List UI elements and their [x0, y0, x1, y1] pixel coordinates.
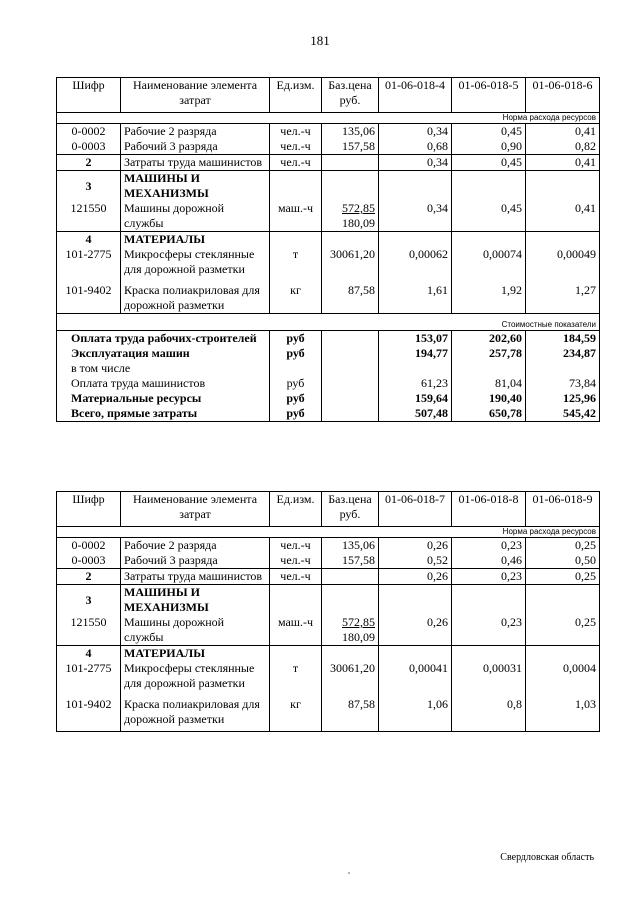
row-price: 30061,20 — [322, 247, 379, 277]
row-value: 1,06 — [379, 691, 452, 732]
price-denominator: 180,09 — [342, 630, 375, 644]
row-price — [322, 569, 379, 585]
cost-value: 202,60 — [452, 331, 526, 347]
row-value: 0,41 — [526, 201, 600, 232]
header-col-1: 01-06-018-4 — [379, 78, 452, 113]
resource-table-1 — [56, 77, 600, 422]
header-unit: Ед.изм. — [270, 492, 322, 527]
row-code: 0-0003 — [57, 139, 121, 155]
table-row — [57, 155, 600, 171]
cost-value: 194,77 — [379, 346, 452, 361]
row-value: 0,26 — [379, 615, 452, 646]
row-unit: кг — [270, 691, 322, 732]
cost-unit: руб — [270, 391, 322, 406]
cost-row — [57, 346, 600, 361]
row-value: 0,41 — [526, 155, 600, 171]
row-price: 87,58 — [322, 277, 379, 314]
price-numerator: 572,85 — [342, 201, 375, 215]
row-value: 0,8 — [452, 691, 526, 732]
table-row — [57, 569, 600, 585]
row-name: Рабочие 2 разряда — [121, 538, 270, 554]
table-header-row — [57, 492, 600, 527]
row-value: 0,00041 — [379, 661, 452, 691]
group-title: МАТЕРИАЛЫ — [121, 232, 270, 248]
row-code: 121550 — [57, 201, 121, 232]
cost-row — [57, 376, 600, 391]
cost-value: 234,87 — [526, 346, 600, 361]
row-value: 0,00074 — [452, 247, 526, 277]
row-unit: маш.-ч — [270, 201, 322, 232]
cost-name: Оплата труда рабочих-строителей — [57, 331, 270, 347]
row-value: 1,27 — [526, 277, 600, 314]
row-value: 0,45 — [452, 124, 526, 140]
row-value: 0,45 — [452, 155, 526, 171]
row-code: 2 — [57, 569, 121, 585]
cost-value: 650,78 — [452, 406, 526, 422]
page-number: 181 — [310, 33, 330, 48]
cost-value: 153,07 — [379, 331, 452, 347]
cost-unit: руб — [270, 376, 322, 391]
row-code: 121550 — [57, 615, 121, 646]
cost-row — [57, 331, 600, 347]
row-name: Машины дорожной службы — [121, 201, 270, 232]
table-row — [57, 124, 600, 140]
row-name: Затраты труда машинистов — [121, 155, 270, 171]
section-cost-label: Стоимостные показатели — [57, 314, 600, 331]
cost-unit: руб — [270, 346, 322, 361]
table-row — [57, 247, 600, 277]
group-row — [57, 585, 600, 616]
row-code: 0-0002 — [57, 538, 121, 554]
cost-value: 73,84 — [526, 376, 600, 391]
row-name: Затраты труда машинистов — [121, 569, 270, 585]
table-row — [57, 553, 600, 569]
header-code: Шифр — [57, 492, 121, 527]
cost-value: 545,42 — [526, 406, 600, 422]
group-number: 4 — [57, 646, 121, 662]
row-value: 0,50 — [526, 553, 600, 569]
group-number: 3 — [57, 585, 121, 616]
row-value: 0,23 — [452, 538, 526, 554]
header-col-1: 01-06-018-7 — [379, 492, 452, 527]
header-base-price: Баз.цена руб. — [322, 78, 379, 113]
scan-dot — [348, 872, 350, 874]
cost-value: 184,59 — [526, 331, 600, 347]
header-unit: Ед.изм. — [270, 78, 322, 113]
header-name: Наименование элемента затрат — [121, 78, 270, 113]
cost-value: 190,40 — [452, 391, 526, 406]
row-unit: чел.-ч — [270, 155, 322, 171]
region-footer: Свердловская область — [500, 852, 594, 863]
header-code: Шифр — [57, 78, 121, 113]
row-unit: чел.-ч — [270, 553, 322, 569]
row-unit: чел.-ч — [270, 538, 322, 554]
row-price: 157,58 — [322, 139, 379, 155]
row-value: 1,03 — [526, 691, 600, 732]
cost-row — [57, 391, 600, 406]
cost-name: Всего, прямые затраты — [57, 406, 270, 422]
cost-value: 507,48 — [379, 406, 452, 422]
group-title: МАТЕРИАЛЫ — [121, 646, 270, 662]
table-row — [57, 277, 600, 314]
cost-value: 159,64 — [379, 391, 452, 406]
group-row — [57, 171, 600, 202]
row-name: Микросферы стеклянные для дорожной разметки — [121, 661, 270, 691]
cost-value: 61,23 — [379, 376, 452, 391]
group-number: 3 — [57, 171, 121, 202]
row-value: 0,46 — [452, 553, 526, 569]
row-code: 101-2775 — [57, 247, 121, 277]
row-value: 0,25 — [526, 615, 600, 646]
row-value: 0,82 — [526, 139, 600, 155]
row-price: 87,58 — [322, 691, 379, 732]
price-denominator: 180,09 — [342, 216, 375, 230]
row-unit: кг — [270, 277, 322, 314]
header-col-3: 01-06-018-9 — [526, 492, 600, 527]
table-row — [57, 201, 600, 232]
cost-name: Материальные ресурсы — [57, 391, 270, 406]
row-unit: чел.-ч — [270, 124, 322, 140]
group-row — [57, 232, 600, 248]
row-value: 0,25 — [526, 569, 600, 585]
resource-table-2 — [56, 491, 600, 732]
row-price — [322, 615, 379, 646]
price-numerator: 572,85 — [342, 615, 375, 629]
row-price: 157,58 — [322, 553, 379, 569]
row-price: 30061,20 — [322, 661, 379, 691]
row-unit: т — [270, 661, 322, 691]
cost-value: 125,96 — [526, 391, 600, 406]
row-code: 101-9402 — [57, 691, 121, 732]
row-value: 0,41 — [526, 124, 600, 140]
row-price: 135,06 — [322, 124, 379, 140]
group-title: МАШИНЫ И МЕХАНИЗМЫ — [121, 171, 270, 202]
row-value: 0,34 — [379, 201, 452, 232]
row-code: 101-2775 — [57, 661, 121, 691]
cost-name: Оплата труда машинистов — [57, 376, 270, 391]
group-title: МАШИНЫ И МЕХАНИЗМЫ — [121, 585, 270, 616]
header-col-2: 01-06-018-8 — [452, 492, 526, 527]
row-name: Рабочие 2 разряда — [121, 124, 270, 140]
cost-value: 81,04 — [452, 376, 526, 391]
section-norm-row — [57, 113, 600, 124]
row-value: 0,68 — [379, 139, 452, 155]
row-value: 0,00049 — [526, 247, 600, 277]
cost-value: 257,78 — [452, 346, 526, 361]
row-value: 0,34 — [379, 124, 452, 140]
cost-unit: руб — [270, 331, 322, 347]
row-name: Рабочий 3 разряда — [121, 139, 270, 155]
section-norm-label: Норма расхода ресурсов — [57, 113, 600, 124]
row-name: Машины дорожной службы — [121, 615, 270, 646]
row-value: 0,23 — [452, 615, 526, 646]
cost-unit: руб — [270, 406, 322, 422]
row-value: 0,90 — [452, 139, 526, 155]
row-value: 1,92 — [452, 277, 526, 314]
row-name: Краска полиакриловая для дорожной разметки — [121, 691, 270, 732]
row-value: 0,00062 — [379, 247, 452, 277]
row-code: 101-9402 — [57, 277, 121, 314]
cost-row — [57, 361, 600, 376]
row-value: 0,23 — [452, 569, 526, 585]
table-row — [57, 615, 600, 646]
row-unit: чел.-ч — [270, 139, 322, 155]
cost-row — [57, 406, 600, 422]
section-cost-row — [57, 314, 600, 331]
table-row — [57, 139, 600, 155]
row-price — [322, 155, 379, 171]
header-col-2: 01-06-018-5 — [452, 78, 526, 113]
row-unit: т — [270, 247, 322, 277]
table-row — [57, 661, 600, 691]
row-value: 0,45 — [452, 201, 526, 232]
header-col-3: 01-06-018-6 — [526, 78, 600, 113]
row-value: 0,26 — [379, 538, 452, 554]
row-value: 0,26 — [379, 569, 452, 585]
table-header-row — [57, 78, 600, 113]
row-value: 0,0004 — [526, 661, 600, 691]
header-base-price: Баз.цена руб. — [322, 492, 379, 527]
row-code: 0-0002 — [57, 124, 121, 140]
row-code: 2 — [57, 155, 121, 171]
row-name: Краска полиакриловая для дорожной разметки — [121, 277, 270, 314]
section-norm-label: Норма расхода ресурсов — [57, 527, 600, 538]
row-unit: маш.-ч — [270, 615, 322, 646]
header-name: Наименование элемента затрат — [121, 492, 270, 527]
cost-name: Эксплуатация машин — [57, 346, 270, 361]
row-value: 0,25 — [526, 538, 600, 554]
row-name: Микросферы стеклянные для дорожной разметки — [121, 247, 270, 277]
cost-name: в том числе — [57, 361, 270, 376]
row-value: 1,61 — [379, 277, 452, 314]
row-price: 135,06 — [322, 538, 379, 554]
row-price — [322, 201, 379, 232]
row-unit: чел.-ч — [270, 569, 322, 585]
table-row — [57, 538, 600, 554]
row-code: 0-0003 — [57, 553, 121, 569]
row-value: 0,52 — [379, 553, 452, 569]
group-number: 4 — [57, 232, 121, 248]
row-value: 0,00031 — [452, 661, 526, 691]
section-norm-row — [57, 527, 600, 538]
row-name: Рабочий 3 разряда — [121, 553, 270, 569]
table-row — [57, 691, 600, 732]
group-row — [57, 646, 600, 662]
row-value: 0,34 — [379, 155, 452, 171]
